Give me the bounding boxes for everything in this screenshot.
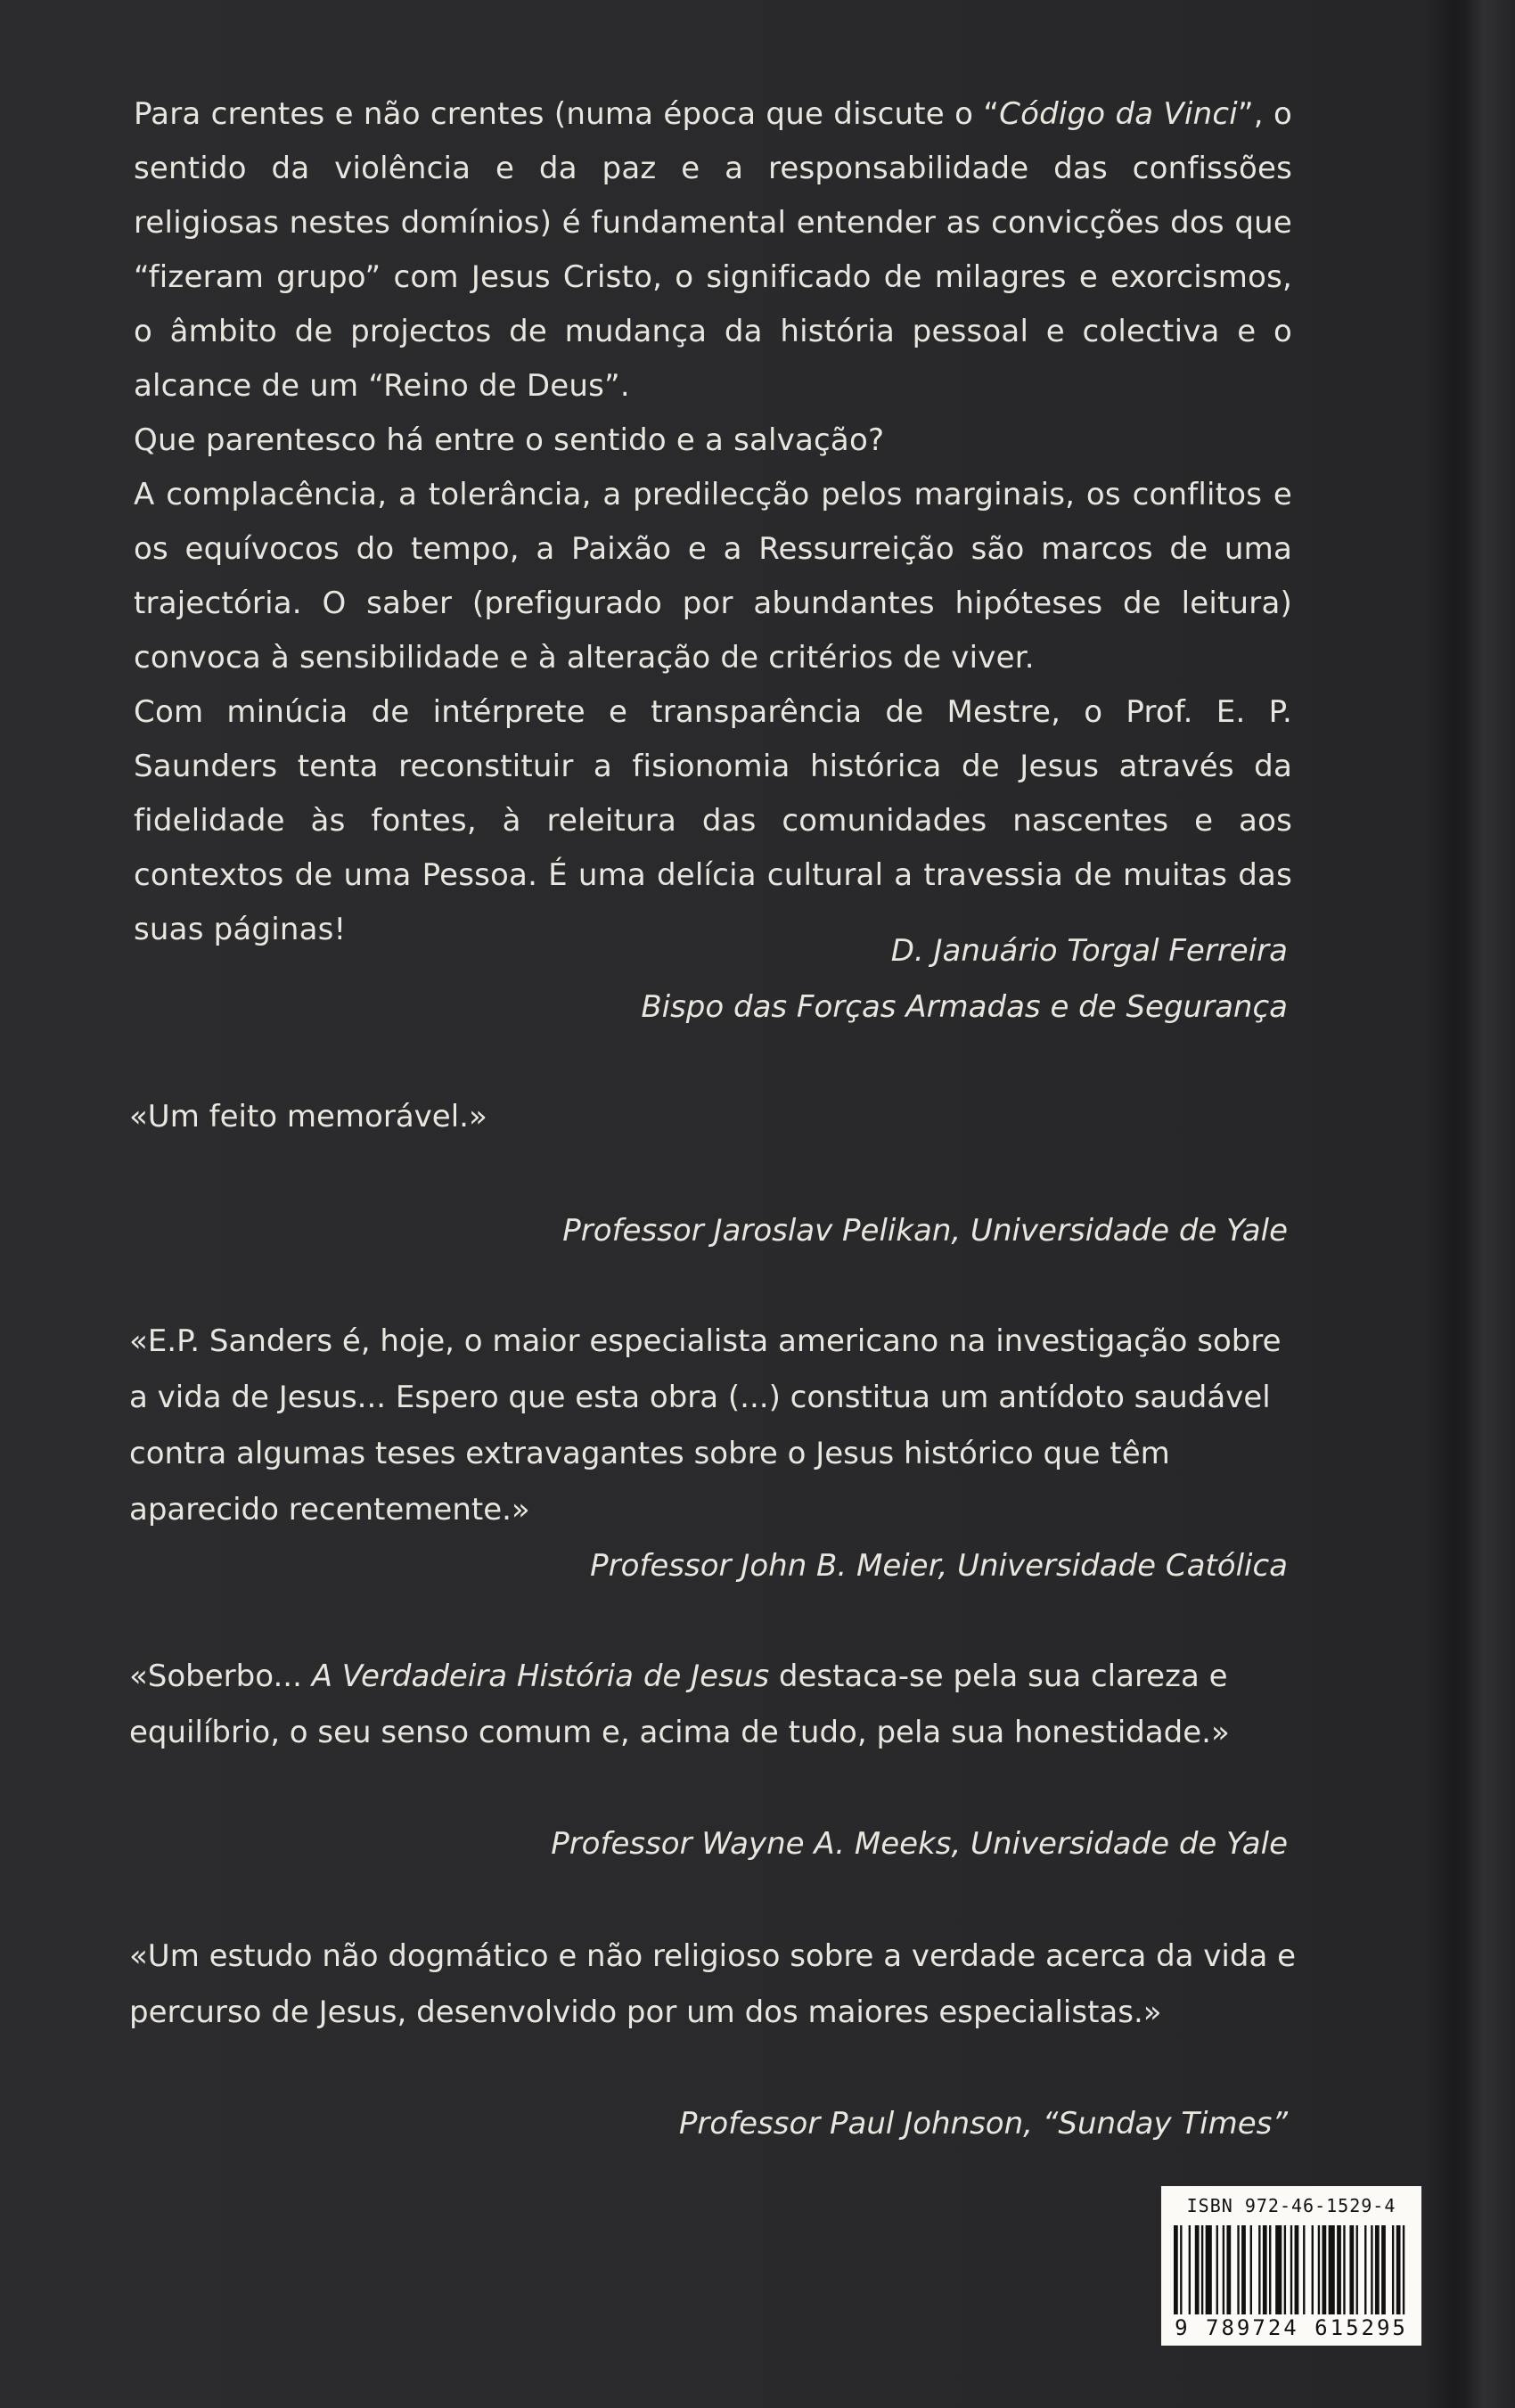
barcode-bar [1329,2225,1335,2314]
review-quote-start: «Soberbo... [129,1659,312,1694]
review-quote [129,1314,1297,1538]
barcode-bar [1174,2225,1178,2314]
blurb-paragraph-2: Que parentesco há entre o sentido e a salvação? [134,422,885,458]
review-attribution-text: Professor Jaroslav Pelikan, Universidade de Yale [562,1213,1288,1249]
review-attribution [551,1816,1288,1872]
barcode-bar [1201,2225,1203,2314]
barcode-bar [1295,2225,1299,2314]
barcode-bar [1206,2225,1212,2314]
author-role: Bispo das Forças Armadas e de Segurança [641,989,1288,1025]
barcode-bars [1174,2225,1409,2314]
barcode-bar [1237,2225,1239,2314]
author-attribution [641,923,1288,1036]
isbn-barcode-label [1161,2186,1421,2346]
spine-edge [1463,0,1515,2408]
barcode-bar [1250,2225,1252,2314]
barcode-bar [1318,2225,1320,2314]
barcode-bar [1269,2225,1271,2314]
review-quote-text: «E.P. Sanders é, hoje, o maior especialista americano na investigação sobre a vida de Jesus... Espero que esta obra (...) constitua um antídoto saudável contra algumas teses extravagantes sobre o Jesus histórico que têm aparecido recentemente.» [129,1323,1282,1528]
barcode-bar [1284,2225,1286,2314]
barcode-bar [1392,2225,1394,2314]
review-quote [129,1929,1297,2041]
barcode-bar [1356,2225,1358,2314]
blurb-p1-title: Código da Vinci [999,96,1238,132]
barcode-bar [1263,2225,1267,2314]
barcode-bar [1322,2225,1326,2314]
review-quote [129,1089,1297,1145]
barcode-bar [1258,2225,1260,2314]
barcode-bar [1349,2225,1354,2314]
review-attribution [562,1203,1288,1259]
review-attribution-text: Professor John B. Meier, Universidade Católica [590,1548,1288,1584]
blurb-p1-start: Para crentes e não crentes (numa época que discute o “ [134,96,1000,132]
review-quote [129,1649,1297,1761]
review-attribution-text: Professor Paul Johnson, “Sunday Times” [678,2106,1288,2142]
ean-number: 9 789724 615295 [1175,2315,1408,2340]
blurb-paragraph-4: Com minúcia de intérprete e transparência de Mestre, o Prof. E. P. Saunders tenta reconstituir a fisionomia histórica de Jesus através da fidelidade às fontes, à releitura das comunidades nascentes e aos contextos de uma Pessoa. É uma delícia cultural a travessia de muitas das suas páginas! [134,694,1292,947]
barcode-bar [1226,2225,1231,2314]
author-name: D. Januário Torgal Ferreira [890,933,1288,969]
review-attribution [679,2096,1288,2152]
barcode-bar [1223,2225,1224,2314]
barcode-bar [1189,2225,1191,2314]
barcode-bar [1216,2225,1218,2314]
barcode-bar [1303,2225,1305,2314]
blurb-p1-end: ”, o sentido da violência e da paz e a responsabilidade das confissões religiosas nestes domínios) é fundamental entender as convicções dos que “fizeram grupo” com Jesus Cristo, o significado de milagres e exorcismos, o âmbito de projectos de mudança da história pessoal e colectiva e o alcance de um “Reino de Deus”. [134,96,1292,404]
review-attribution-text: Professor Wayne A. Meeks, Universidade de Yale [551,1826,1288,1862]
review-quote-text: «Um feito memorável.» [129,1099,487,1134]
barcode-bar [1195,2225,1200,2314]
barcode-bar [1371,2225,1372,2314]
isbn-number: ISBN 972-46-1529-4 [1186,2195,1396,2216]
review-attribution [590,1538,1288,1594]
review-quote-book-title: A Verdadeira História de Jesus [311,1659,770,1694]
barcode-bar [1312,2225,1314,2314]
barcode-bar [1364,2225,1366,2314]
review-quote-text [129,1649,1297,1761]
barcode-bar [1337,2225,1341,2314]
barcode-bar [1396,2225,1401,2314]
blurb-paragraph-3: A complacência, a tolerância, a predilecção pelos marginais, os conflitos e os equívocos do tempo, a Paixão e a Ressurreição são marcos de uma trajectória. O saber (prefigurado por abundantes hipóteses de leitura) convoca à sensibilidade e à alteração de critérios de viver. [134,477,1292,676]
barcode-bar [1180,2225,1182,2314]
blurb-main-text [134,87,1292,957]
barcode-bar [1343,2225,1345,2314]
barcode-bar [1403,2225,1404,2314]
barcode-bar [1381,2225,1386,2314]
blurb-paragraph-1 [134,87,1292,414]
barcode-bar [1375,2225,1380,2314]
review-quote-text: «Um estudo não dogmático e não religioso sobre a verdade acerca da vida e percurso de Jesus, desenvolvido por um dos maiores especialistas.» [129,1938,1297,2030]
review-quote-end: destaca-se pela sua clareza e equilíbrio, o seu senso comum e, acima de tudo, pela sua honestidade.» [129,1659,1230,1750]
barcode-bar [1241,2225,1246,2314]
barcode-bar [1275,2225,1282,2314]
barcode-bar [1290,2225,1292,2314]
